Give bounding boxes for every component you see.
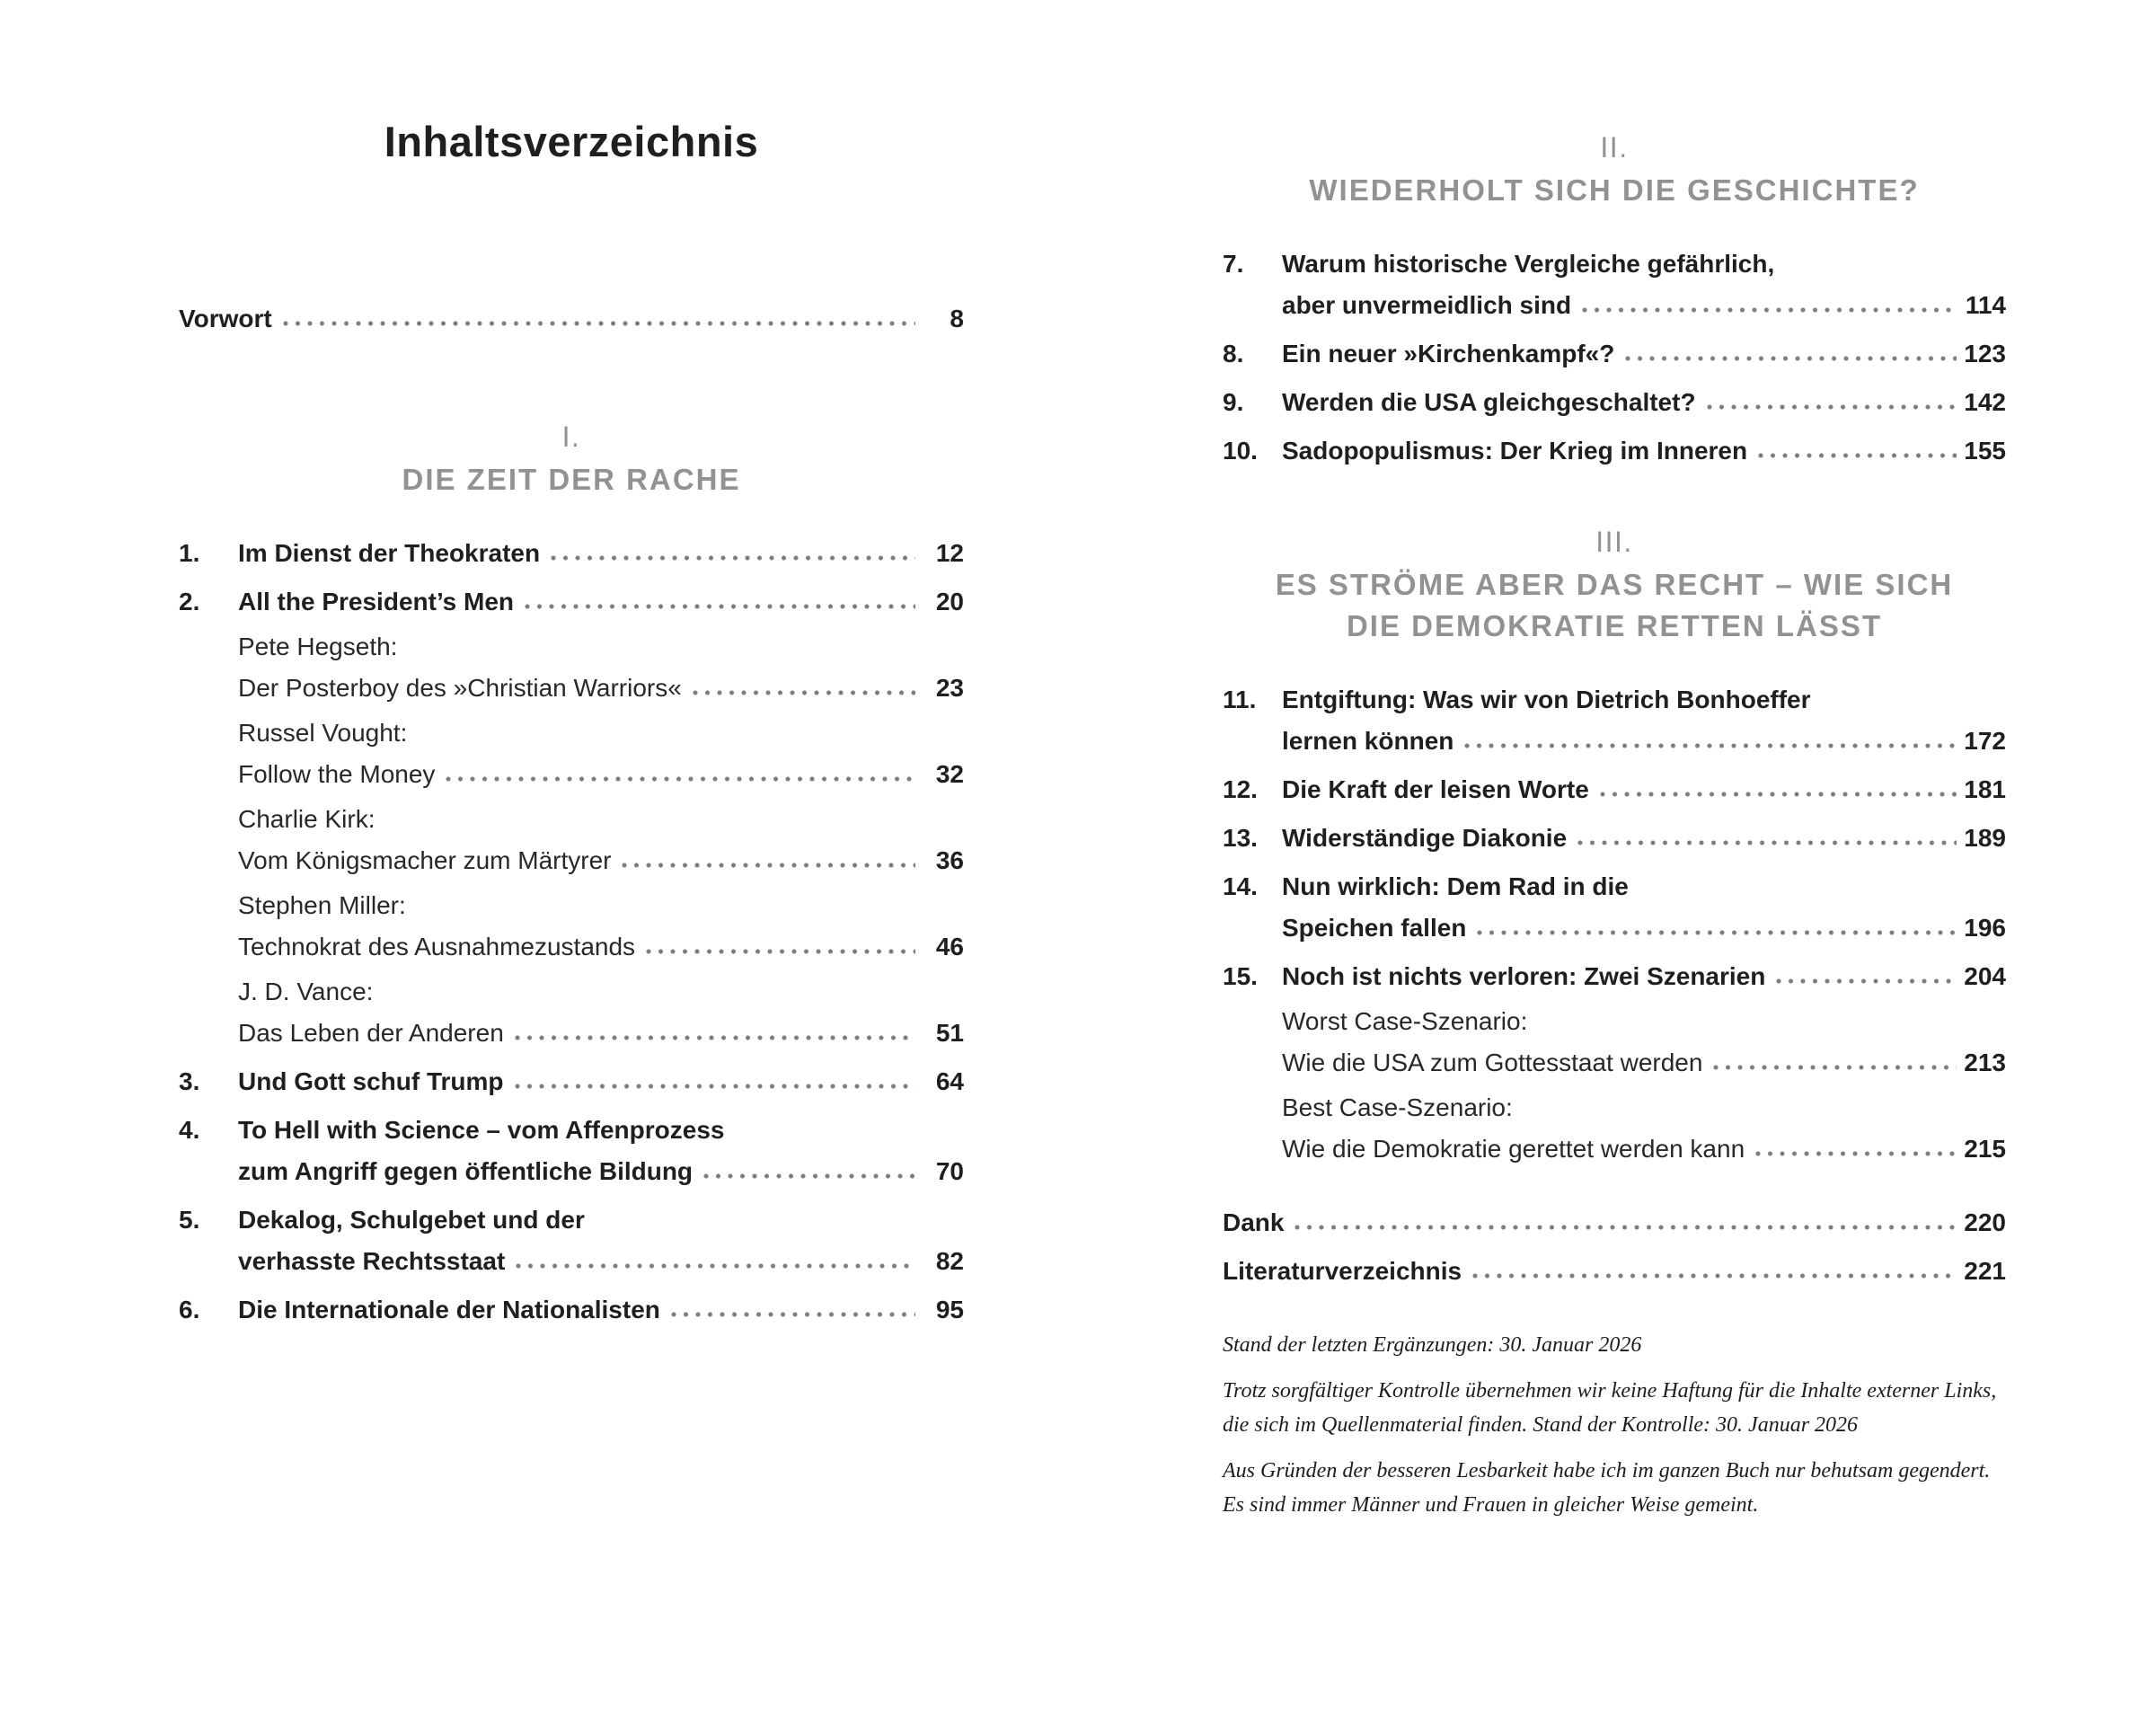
toc-entry-line	[1223, 956, 2006, 997]
section-heading-line: ES STRÖME ABER DAS RECHT – WIE SICH	[1275, 568, 1954, 601]
left-sections	[179, 419, 964, 1331]
dot-leader	[1472, 1272, 1957, 1279]
entry-text: Im Dienst der Theokraten	[238, 539, 541, 567]
toc-entry-line	[1223, 866, 2006, 907]
section-heading-line: DIE DEMOKRATIE RETTEN LÄSST	[1346, 609, 1883, 642]
toc-subentry-line	[1223, 1042, 2006, 1084]
toc-left-page	[179, 0, 964, 1331]
toc-entry	[179, 581, 964, 1054]
note-paragraph	[1223, 1374, 2006, 1442]
entry-number: 3.	[179, 1067, 200, 1095]
entry-number: 9.	[1223, 388, 1244, 416]
note-line: die sich im Quellenmaterial finden. Stand der Kontrolle: 30. Januar 2026	[1223, 1413, 1859, 1437]
toc-right-page	[1223, 0, 2006, 1522]
dot-leader	[1707, 403, 1957, 411]
toc-entry	[1223, 956, 2006, 1170]
front-matter-list	[179, 298, 964, 340]
page-number: 8	[950, 305, 964, 332]
toc-subentry-line	[179, 712, 964, 754]
page-number: 114	[1965, 291, 2006, 319]
toc-entry	[179, 1199, 964, 1282]
toc-subentry-line	[1223, 1087, 2006, 1128]
entry-text: Worst Case-Szenario:	[1282, 1007, 1528, 1035]
toc-subentry	[179, 971, 964, 1054]
page-number: 123	[1964, 340, 2006, 367]
entry-number: 7.	[1223, 250, 1244, 278]
page-number: 36	[935, 846, 964, 874]
toc-entry-line	[179, 1151, 964, 1192]
back-matter-entry	[1223, 1202, 2006, 1243]
toc-entry-line	[1223, 382, 2006, 423]
entry-text: Wie die Demokratie gerettet werden kann	[1282, 1135, 1745, 1163]
note-line: Es sind immer Männer und Frauen in gleicher Weise gemeint.	[1223, 1493, 1759, 1517]
entry-text: Ein neuer »Kirchenkampf«?	[1282, 340, 1615, 367]
dot-leader	[283, 320, 915, 327]
entry-text: zum Angriff gegen öffentliche Bildung	[238, 1157, 694, 1185]
toc-subentry-line	[179, 668, 964, 709]
entry-text: Speichen fallen	[1282, 914, 1467, 942]
entry-text: Werden die USA gleichgeschaltet?	[1282, 388, 1696, 416]
toc-subentry	[179, 712, 964, 795]
page-number: 51	[935, 1019, 964, 1047]
back-matter-entry	[1223, 1251, 2006, 1292]
entry-number: 6.	[179, 1296, 200, 1323]
toc-subentry-line	[179, 1013, 964, 1054]
toc-entry-line	[179, 1061, 964, 1102]
entry-text: Follow the Money	[238, 760, 436, 788]
note-line: Trotz sorgfältiger Kontrolle übernehmen wir keine Haftung für die Inhalte externer Links,	[1223, 1379, 1997, 1403]
page-number: 142	[1964, 388, 2006, 416]
toc-entry	[1223, 430, 2006, 472]
toc-subentry-line	[179, 926, 964, 968]
toc-subentry-line	[179, 626, 964, 668]
toc-entry-line	[1223, 430, 2006, 472]
dot-leader	[1477, 929, 1957, 936]
dot-leader	[446, 775, 915, 783]
toc-entry	[1223, 679, 2006, 762]
toc-entry-line	[179, 1199, 964, 1241]
dot-leader	[516, 1262, 915, 1270]
toc-entry-line	[179, 581, 964, 623]
entry-number: 5.	[179, 1206, 200, 1234]
section-entry-list	[1223, 679, 2006, 1170]
toc-subentry	[1223, 1001, 2006, 1084]
entry-text: Pete Hegseth:	[238, 633, 398, 660]
toc-section	[1223, 129, 2006, 472]
section-heading	[1223, 564, 2006, 647]
entry-text: Die Kraft der leisen Worte	[1282, 775, 1589, 803]
page-number: 204	[1964, 962, 2006, 990]
toc-entry-line	[179, 1241, 964, 1282]
right-sections	[1223, 129, 2006, 1170]
page-number: 189	[1964, 824, 2006, 852]
toc-entry-line	[1223, 907, 2006, 949]
entry-number: 2.	[179, 588, 200, 615]
toc-subentry-line	[179, 971, 964, 1013]
dot-leader	[693, 689, 915, 696]
page-number: 196	[1964, 914, 2006, 942]
section-heading-line: DIE ZEIT DER RACHE	[402, 463, 741, 496]
toc-subentry	[179, 799, 964, 881]
entry-text: Der Posterboy des »Christian Warriors«	[238, 674, 682, 702]
page-number: 64	[935, 1067, 964, 1095]
entry-number: 12.	[1223, 775, 1258, 803]
toc-subentry	[1223, 1087, 2006, 1170]
toc-entry	[179, 1110, 964, 1192]
entry-text: Nun wirklich: Dem Rad in die	[1282, 872, 1629, 900]
dot-leader	[646, 948, 915, 955]
entry-text: Und Gott schuf Trump	[238, 1067, 504, 1095]
toc-entry	[179, 1061, 964, 1102]
toc-entry	[1223, 382, 2006, 423]
entry-text: J. D. Vance:	[238, 978, 374, 1005]
dot-leader	[671, 1311, 915, 1318]
toc-subentry	[179, 626, 964, 709]
page-number: 82	[935, 1247, 964, 1275]
dot-leader	[703, 1173, 915, 1180]
entry-text: Dekalog, Schulgebet und der	[238, 1206, 585, 1234]
toc-section	[1223, 524, 2006, 1170]
entry-text: To Hell with Science – vom Affenprozess	[238, 1116, 725, 1144]
entry-text: aber unvermeidlich sind	[1282, 291, 1572, 319]
page-number: 221	[1964, 1257, 2006, 1285]
notes	[1223, 1328, 2006, 1522]
entry-number: 4.	[179, 1116, 200, 1144]
toc-entry-line	[1223, 285, 2006, 326]
toc-entry	[1223, 818, 2006, 859]
toc-subentry-line	[1223, 1128, 2006, 1170]
dot-leader	[1713, 1064, 1957, 1071]
section-numeral: I.	[561, 420, 581, 453]
entry-text: Die Internationale der Nationalisten	[238, 1296, 660, 1323]
page-number: 172	[1964, 727, 2006, 755]
entry-text: Charlie Kirk:	[238, 805, 376, 833]
dot-leader	[1582, 306, 1957, 314]
toc-entry-line	[179, 533, 964, 574]
toc-subentry-line	[179, 840, 964, 881]
dot-leader	[551, 554, 915, 562]
entry-text: Vorwort	[179, 305, 272, 332]
page-number: 12	[935, 539, 964, 567]
dot-leader	[1758, 452, 1957, 459]
page-number: 220	[1964, 1208, 2006, 1236]
toc-subentry-line	[179, 754, 964, 795]
toc-subentry-line	[179, 799, 964, 840]
section-numeral: II.	[1600, 131, 1629, 164]
entry-text: Best Case-Szenario:	[1282, 1093, 1513, 1121]
note-paragraph	[1223, 1328, 2006, 1362]
toc-entry-line	[179, 1110, 964, 1151]
toc-entry-line	[1223, 243, 2006, 285]
entry-text: Russel Vought:	[238, 719, 408, 747]
toc-entry	[1223, 243, 2006, 326]
toc-entry-line	[1223, 721, 2006, 762]
toc-entry-line	[1223, 818, 2006, 859]
note-line: Aus Gründen der besseren Lesbarkeit habe ich im ganzen Buch nur behutsam gegendert.	[1223, 1459, 1991, 1482]
entry-number: 8.	[1223, 340, 1244, 367]
entry-text: Warum historische Vergleiche gefährlich,	[1282, 250, 1775, 278]
dot-leader	[1625, 355, 1957, 362]
entry-text: Entgiftung: Was wir von Dietrich Bonhoeffer	[1282, 686, 1811, 713]
dot-leader	[1577, 839, 1957, 846]
page-number: 215	[1964, 1135, 2006, 1163]
dot-leader	[1464, 742, 1957, 749]
toc-entry-line	[1223, 679, 2006, 721]
page-number: 95	[935, 1296, 964, 1323]
toc-subentry-line	[179, 885, 964, 926]
page-number: 46	[935, 933, 964, 960]
toc-section	[179, 419, 964, 1331]
toc-entry-line	[179, 1289, 964, 1331]
toc-entry	[179, 1289, 964, 1331]
entry-number: 13.	[1223, 824, 1258, 852]
dot-leader	[1600, 791, 1957, 798]
page-number: 155	[1964, 437, 2006, 465]
dot-leader	[622, 862, 915, 869]
page-number: 181	[1964, 775, 2006, 803]
toc-entry	[179, 533, 964, 574]
section-numeral: III.	[1595, 526, 1633, 558]
page-number: 70	[935, 1157, 964, 1185]
toc-entry	[1223, 866, 2006, 949]
entry-text: Stephen Miller:	[238, 891, 406, 919]
entry-text: Sadopopulismus: Der Krieg im Inneren	[1282, 437, 1748, 465]
entry-number: 11.	[1223, 686, 1257, 713]
entry-text: Noch ist nichts verloren: Zwei Szenarien	[1282, 962, 1766, 990]
toc-subentry-line	[1223, 1001, 2006, 1042]
page-number: 23	[935, 674, 964, 702]
page-title: Inhaltsverzeichnis	[384, 118, 759, 165]
note-paragraph	[1223, 1454, 2006, 1522]
entry-text: verhasste Rechtsstaat	[238, 1247, 506, 1275]
entry-text: Dank	[1223, 1208, 1285, 1236]
section-heading-line: WIEDERHOLT SICH DIE GESCHICHTE?	[1309, 173, 1920, 207]
front-matter-entry	[179, 298, 964, 340]
entry-text: lernen können	[1282, 727, 1454, 755]
entry-text: Literaturverzeichnis	[1223, 1257, 1462, 1285]
page-number: 20	[935, 588, 964, 615]
entry-number: 14.	[1223, 872, 1258, 900]
dot-leader	[515, 1034, 915, 1041]
note-line: Stand der letzten Ergänzungen: 30. Januar 2026	[1223, 1333, 1642, 1357]
page-number: 213	[1964, 1049, 2006, 1076]
dot-leader	[1755, 1150, 1957, 1157]
section-entry-list	[1223, 243, 2006, 472]
dot-leader	[515, 1083, 915, 1090]
toc-entry-line	[1223, 333, 2006, 375]
entry-number: 1.	[179, 539, 200, 567]
entry-number: 15.	[1223, 962, 1258, 990]
section-heading	[1223, 170, 2006, 211]
toc-entry	[1223, 769, 2006, 810]
entry-number: 10.	[1223, 437, 1258, 465]
entry-text: Vom Königsmacher zum Märtyrer	[238, 846, 612, 874]
entry-text: Wie die USA zum Gottesstaat werden	[1282, 1049, 1703, 1076]
toc-entry-line	[1223, 769, 2006, 810]
section-heading	[179, 459, 964, 500]
page-number: 32	[935, 760, 964, 788]
section-entry-list	[179, 533, 964, 1331]
back-matter-list	[1223, 1202, 2006, 1292]
dot-leader	[1294, 1224, 1957, 1231]
entry-text: Widerständige Diakonie	[1282, 824, 1568, 852]
toc-subentry	[179, 885, 964, 968]
dot-leader	[1776, 978, 1957, 985]
toc-entry	[1223, 333, 2006, 375]
entry-text: Das Leben der Anderen	[238, 1019, 504, 1047]
dot-leader	[525, 603, 915, 610]
entry-text: All the President’s Men	[238, 588, 515, 615]
entry-text: Technokrat des Ausnahmezustands	[238, 933, 636, 960]
